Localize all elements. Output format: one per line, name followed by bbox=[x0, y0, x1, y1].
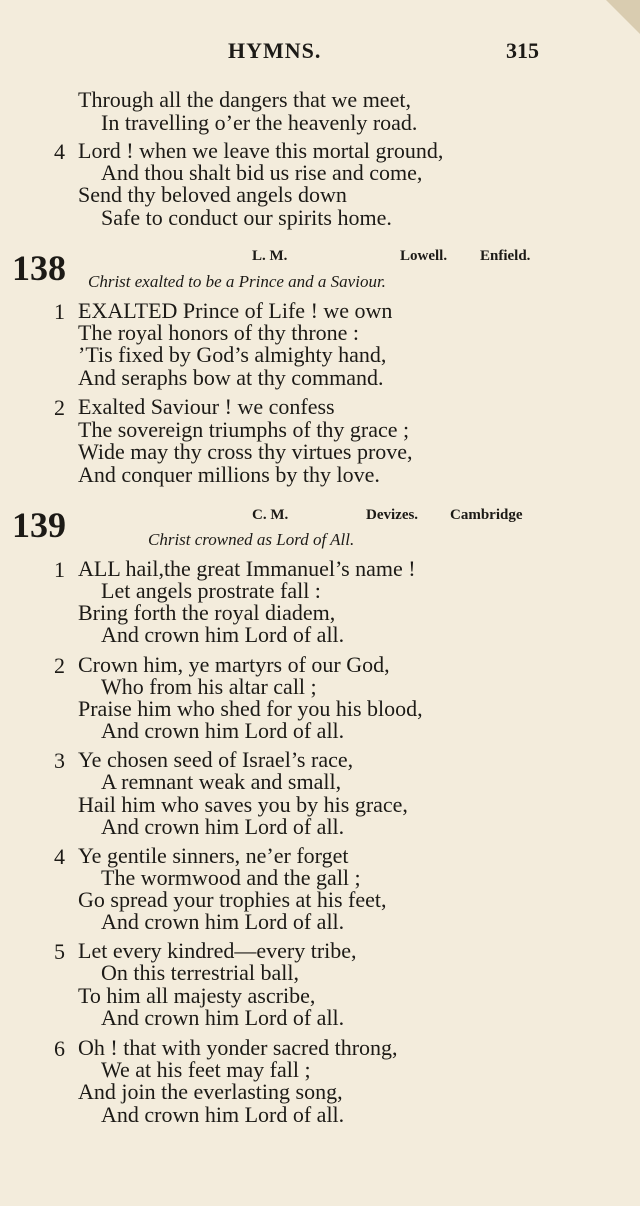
verse-line: Who from his altar call ; bbox=[101, 674, 317, 699]
verse-line: Lord ! when we leave this mortal ground, bbox=[78, 138, 444, 163]
verse-line: Send thy beloved angels down bbox=[78, 182, 347, 207]
verse-line: To him all majesty ascribe, bbox=[78, 983, 316, 1008]
verse-line: ALL hail,the great Immanuel’s name ! bbox=[78, 556, 416, 581]
hymn-meter: L. M. bbox=[252, 248, 288, 264]
verse-line: Praise him who shed for you his blood, bbox=[78, 696, 423, 721]
page-header bbox=[0, 38, 640, 68]
verse-line: Through all the dangers that we meet, bbox=[78, 87, 411, 112]
verse-line: And join the everlasting song, bbox=[78, 1079, 343, 1104]
verse-line: And crown him Lord of all. bbox=[101, 622, 345, 647]
tune-name: Devizes. bbox=[366, 507, 419, 523]
verse-number: 1 bbox=[54, 299, 65, 324]
verse-line: On this terrestrial ball, bbox=[101, 960, 299, 985]
verse-line: And thou shalt bid us rise and come, bbox=[101, 160, 423, 185]
verse-line: And crown him Lord of all. bbox=[101, 718, 345, 743]
verse-line: Exalted Saviour ! we confess bbox=[78, 394, 335, 419]
verse-line: In travelling o’er the heavenly road. bbox=[101, 110, 418, 135]
verse-number: 2 bbox=[54, 395, 65, 420]
verse-number: 1 bbox=[54, 557, 65, 582]
verse-number: 4 bbox=[54, 139, 65, 164]
verse-line: Let angels prostrate fall : bbox=[101, 578, 321, 603]
verse-line: And crown him Lord of all. bbox=[101, 909, 345, 934]
verse-number: 6 bbox=[54, 1036, 65, 1061]
verse-line: And crown him Lord of all. bbox=[101, 1005, 345, 1030]
verse-line: And seraphs bow at thy command. bbox=[78, 365, 384, 390]
hymn-title: Christ crowned as Lord of All. bbox=[148, 530, 355, 549]
tune-name: Enfield. bbox=[480, 248, 531, 264]
verse-number: 3 bbox=[54, 748, 65, 773]
verse-line: The sovereign triumphs of thy grace ; bbox=[78, 417, 410, 442]
verse-line: The royal honors of thy throne : bbox=[78, 320, 360, 345]
verse-number: 2 bbox=[54, 653, 65, 678]
folded-corner bbox=[606, 0, 640, 34]
verse-line: And conquer millions by thy love. bbox=[78, 462, 380, 487]
verse-line: Hail him who saves you by his grace, bbox=[78, 792, 408, 817]
verse-line: Wide may thy cross thy virtues prove, bbox=[78, 439, 413, 464]
verse-line: And crown him Lord of all. bbox=[101, 814, 345, 839]
tune-name: Lowell. bbox=[400, 248, 448, 264]
verse-line: The wormwood and the gall ; bbox=[101, 865, 361, 890]
verse-line: Ye gentile sinners, ne’er forget bbox=[78, 843, 349, 868]
running-head: HYMNS. bbox=[228, 38, 322, 63]
verse-line: Crown him, ye martyrs of our God, bbox=[78, 652, 390, 677]
verse-line: Oh ! that with yonder sacred throng, bbox=[78, 1035, 398, 1060]
hymn-title: Christ exalted to be a Prince and a Saviour. bbox=[88, 272, 386, 291]
verse-line: A remnant weak and small, bbox=[101, 769, 342, 794]
verse-line: And crown him Lord of all. bbox=[101, 1102, 345, 1127]
tune-name: Cambridge bbox=[450, 507, 523, 523]
hymn-number: 138 bbox=[12, 248, 66, 288]
verse-line: Go spread your trophies at his feet, bbox=[78, 887, 387, 912]
verse-line: Let every kindred—every tribe, bbox=[78, 938, 357, 963]
verse-number: 5 bbox=[54, 939, 65, 964]
verse-number: 4 bbox=[54, 844, 65, 869]
hymn-number: 139 bbox=[12, 505, 66, 545]
verse-line: We at his feet may fall ; bbox=[101, 1057, 311, 1082]
verse-line: Ye chosen seed of Israel’s race, bbox=[78, 747, 354, 772]
verse-line: Safe to conduct our spirits home. bbox=[101, 205, 392, 230]
verse-line: EXALTED Prince of Life ! we own bbox=[78, 298, 393, 323]
verse-line: Bring forth the royal diadem, bbox=[78, 600, 336, 625]
verse-line: ’Tis fixed by God’s almighty hand, bbox=[78, 342, 387, 367]
hymn-meter: C. M. bbox=[252, 507, 289, 523]
page-number: 315 bbox=[506, 38, 539, 63]
